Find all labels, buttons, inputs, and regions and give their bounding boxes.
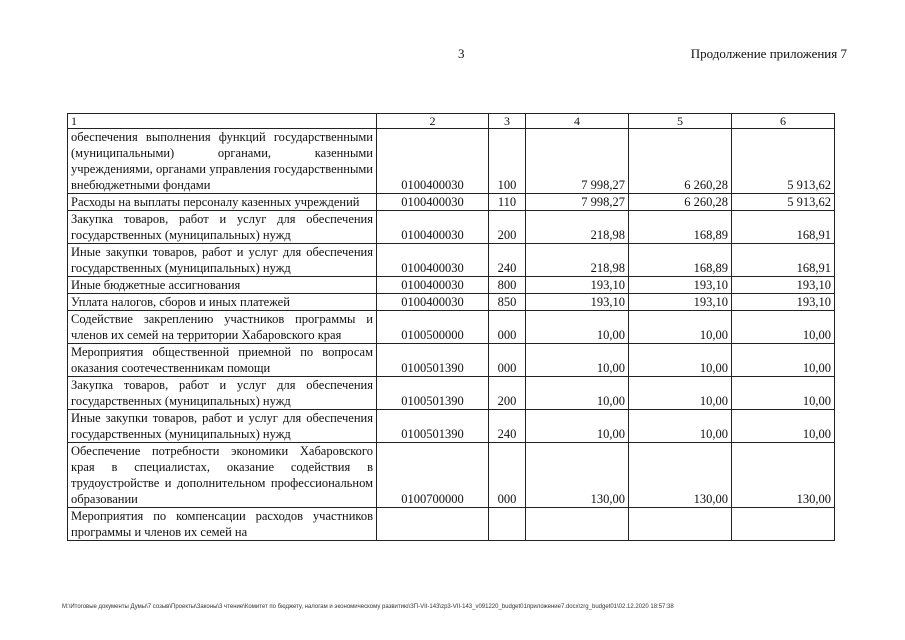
table-cell-name: Иные закупки товаров, работ и услуг для обеспечения государственных (муниципальных) нужд: [68, 244, 377, 277]
table-row: [68, 311, 835, 344]
table-cell-v2: 10,00: [629, 344, 732, 377]
table-cell-type: 200: [489, 211, 526, 244]
table-cell-type: 240: [489, 244, 526, 277]
table-cell-name: Мероприятия по компенсации расходов участников программы и членов их семей на: [68, 508, 377, 541]
table-cell-v1: 10,00: [526, 311, 629, 344]
table-cell-code: 0100400030: [377, 244, 489, 277]
table-cell-v1: 218,98: [526, 244, 629, 277]
table-cell-type: 110: [489, 194, 526, 211]
table-cell-code: 0100501390: [377, 377, 489, 410]
table-cell-v1: 218,98: [526, 211, 629, 244]
table-cell-v2: 6 260,28: [629, 194, 732, 211]
continuation-label: Продолжение приложения 7: [690, 46, 847, 61]
table-cell-type: 200: [489, 377, 526, 410]
column-header: 3: [489, 114, 526, 129]
file-path-footer: M:\Итоговые документы Думы\7 созыв\Проекты\Законы\3 чтение\Комитет по бюджету, налогам и экономическому развитию\ЗП-VII-143\zp3-VII-143_v091220_budget01приложение7.docx\zrg_budget01\02.12.2020 18:57:38: [62, 604, 674, 610]
table-cell-v3: 193,10: [732, 277, 835, 294]
table-cell-v1: 10,00: [526, 410, 629, 443]
table-cell-type: 000: [489, 344, 526, 377]
column-header: 2: [377, 114, 489, 129]
column-header: 1: [68, 114, 377, 129]
table-row: [68, 410, 835, 443]
table-cell-code: 0100501390: [377, 410, 489, 443]
table-cell-name: Расходы на выплаты персоналу казенных учреждений: [68, 194, 377, 211]
table-cell-v2: 193,10: [629, 277, 732, 294]
table-cell-type: 800: [489, 277, 526, 294]
table-cell-code: 0100500000: [377, 311, 489, 344]
budget-table: [67, 113, 835, 541]
table-cell-v1: 130,00: [526, 443, 629, 508]
table-cell-v2: 168,89: [629, 244, 732, 277]
table-cell-type: 000: [489, 311, 526, 344]
table-row: [68, 194, 835, 211]
table-cell-v3: 10,00: [732, 377, 835, 410]
table-cell-v1: 10,00: [526, 377, 629, 410]
table-cell-v1: 7 998,27: [526, 129, 629, 194]
table-cell-name: обеспечения выполнения функций государственными (муниципальными) органами, казенными учреждениями, органами управления государственными внебюджетными фондами: [68, 129, 377, 194]
table-cell-code: 0100400030: [377, 294, 489, 311]
table-cell-v2: 10,00: [629, 311, 732, 344]
table-body: [68, 129, 835, 541]
table-cell-v3: 130,00: [732, 443, 835, 508]
table-cell-v2: 130,00: [629, 443, 732, 508]
table-row: [68, 508, 835, 541]
table-cell-v2: 6 260,28: [629, 129, 732, 194]
table-cell-v2: 168,89: [629, 211, 732, 244]
table-row: [68, 377, 835, 410]
table-row: [68, 294, 835, 311]
page-number: 3: [458, 46, 465, 61]
table-cell-v3: 10,00: [732, 311, 835, 344]
table-cell-code: [377, 508, 489, 541]
table-cell-code: 0100700000: [377, 443, 489, 508]
table-cell-v3: 168,91: [732, 211, 835, 244]
table-cell-v2: 10,00: [629, 410, 732, 443]
table-cell-type: 100: [489, 129, 526, 194]
table-cell-v3: 168,91: [732, 244, 835, 277]
table-cell-v2: [629, 508, 732, 541]
table-row: [68, 244, 835, 277]
table-cell-code: 0100400030: [377, 277, 489, 294]
table-cell-v3: 10,00: [732, 344, 835, 377]
table-row: [68, 443, 835, 508]
table-cell-name: Закупка товаров, работ и услуг для обеспечения государственных (муниципальных) нужд: [68, 377, 377, 410]
table-cell-code: 0100501390: [377, 344, 489, 377]
table-cell-type: [489, 508, 526, 541]
column-header: 5: [629, 114, 732, 129]
table-header-row: [68, 114, 835, 129]
table-cell-v2: 193,10: [629, 294, 732, 311]
table-cell-code: 0100400030: [377, 129, 489, 194]
table-cell-v3: 5 913,62: [732, 129, 835, 194]
table-cell-type: 240: [489, 410, 526, 443]
table-cell-name: Мероприятия общественной приемной по вопросам оказания соотечественникам помощи: [68, 344, 377, 377]
column-header: 4: [526, 114, 629, 129]
table-cell-v1: 7 998,27: [526, 194, 629, 211]
column-header: 6: [732, 114, 835, 129]
table-cell-name: Закупка товаров, работ и услуг для обеспечения государственных (муниципальных) нужд: [68, 211, 377, 244]
table-row: [68, 344, 835, 377]
table-cell-name: Содействие закреплению участников программы и членов их семей на территории Хабаровского края: [68, 311, 377, 344]
table-cell-v3: [732, 508, 835, 541]
table-cell-name: Иные закупки товаров, работ и услуг для обеспечения государственных (муниципальных) нужд: [68, 410, 377, 443]
table-cell-v2: 10,00: [629, 377, 732, 410]
table-row: [68, 277, 835, 294]
table-cell-code: 0100400030: [377, 194, 489, 211]
table-cell-v1: 193,10: [526, 294, 629, 311]
table-cell-v3: 10,00: [732, 410, 835, 443]
table-cell-name: Обеспечение потребности экономики Хабаровского края в специалистах, оказание содействия в трудоустройстве и дополнительном профессиональном образовании: [68, 443, 377, 508]
table-row: [68, 129, 835, 194]
table-cell-v1: [526, 508, 629, 541]
table-cell-name: Иные бюджетные ассигнования: [68, 277, 377, 294]
table-cell-v3: 193,10: [732, 294, 835, 311]
table-cell-type: 850: [489, 294, 526, 311]
table-cell-name: Уплата налогов, сборов и иных платежей: [68, 294, 377, 311]
table-cell-v1: 193,10: [526, 277, 629, 294]
table-cell-v3: 5 913,62: [732, 194, 835, 211]
table-row: [68, 211, 835, 244]
table-cell-v1: 10,00: [526, 344, 629, 377]
table-cell-type: 000: [489, 443, 526, 508]
table-cell-code: 0100400030: [377, 211, 489, 244]
